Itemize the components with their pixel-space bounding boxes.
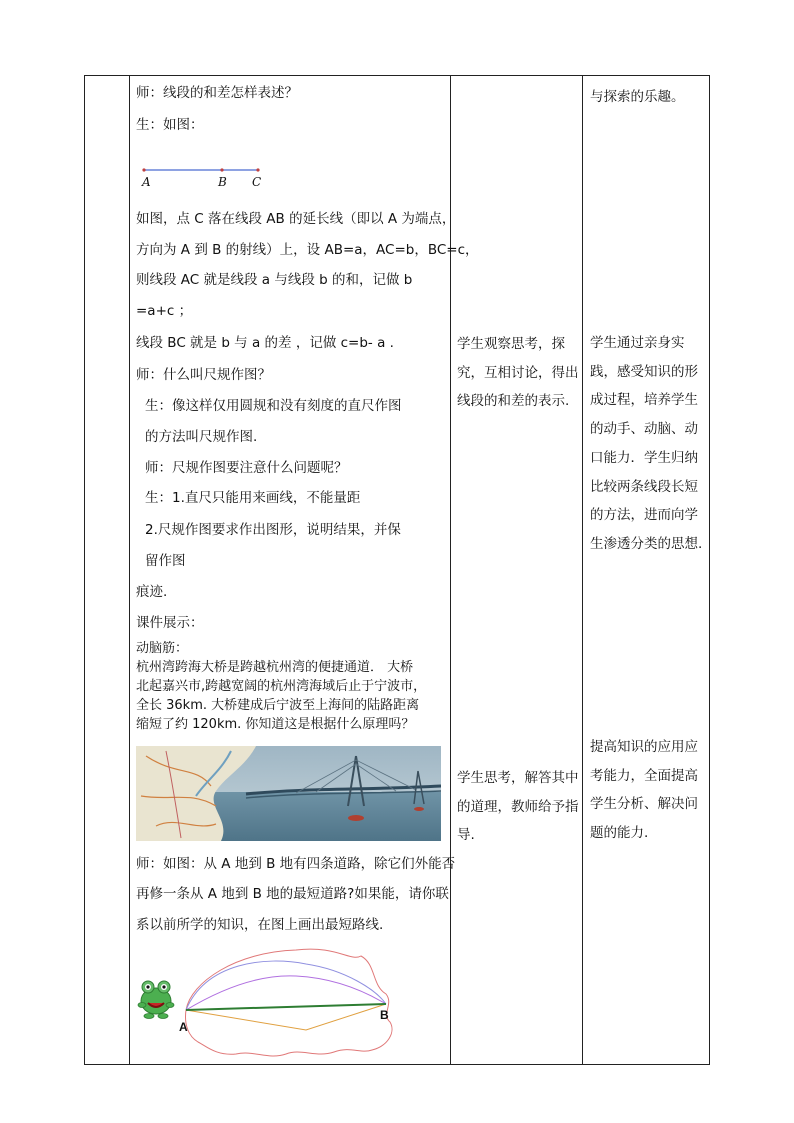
student-activity-1: 学生观察思考，探究，互相讨论，得出线段的和差的表示. [457, 336, 579, 409]
point-c-label: C [252, 175, 262, 189]
roads-a-to-b-figure [176, 942, 406, 1060]
table-top-border [84, 75, 710, 76]
student-activity-2: 学生思考，解答其中的道理，教师给予指导. [457, 770, 579, 843]
para-line-4: =a+c ； [136, 303, 193, 319]
brain-teaser-title: 动脑筋： [136, 641, 189, 656]
student-answer-2-line-1: 生：像这样仅用圆规和没有刻度的直尺作图 [145, 398, 402, 414]
segment-bc-difference: 线段 BC 就是 b 与 a 的差 ，记做 c=b- a . [136, 335, 394, 351]
para-line-1: 如图，点 C 落在线段 AB 的延长线（即以 A 为端点， [136, 211, 456, 227]
student-answer-1: 生：如图： [136, 117, 204, 133]
table-bottom-border [84, 1064, 710, 1065]
point-b-label: B [218, 175, 227, 189]
student-answer-3-line-4: 痕迹. [136, 584, 168, 600]
intent-2: 提高知识的应用应考能力，全面提高学生分析、解决问题的能力. [590, 739, 698, 842]
teacher-question-3: 师：尺规作图要注意什么问题呢？ [145, 460, 348, 476]
point-a-road-label: A [179, 1020, 188, 1034]
brain-teaser-line-3: 全长 36km. 大桥建成后宁波至上海间的陆路距离 [136, 698, 420, 713]
segment-abc-figure [140, 162, 270, 194]
point-a-label: A [142, 175, 151, 189]
hangzhou-bay-bridge-image [136, 746, 441, 841]
teacher-question-2: 师：什么叫尺规作图？ [136, 367, 271, 383]
brain-teaser-line-1: 杭州湾跨海大桥是跨越杭州湾的便捷通道． 大桥 [136, 660, 414, 675]
student-answer-3-line-3: 留作图 [145, 553, 186, 569]
courseware-label: 课件展示： [136, 615, 204, 631]
student-answer-3-line-2: 2.尺规作图要求作出图形，说明结果，并保 [145, 522, 401, 538]
col-divider-4 [582, 75, 583, 1065]
brain-teaser-line-4: 缩短了约 120km. 你知道这是根据什么原理吗？ [136, 717, 415, 732]
student-answer-3-line-1: 生：1.直尺只能用来画线，不能量距 [145, 490, 361, 506]
teacher-question-1: 师：线段的和差怎样表述？ [136, 85, 298, 101]
brain-teaser-line-2: 北起嘉兴市,跨越宽阔的杭州湾海域后止于宁波市， [136, 679, 427, 694]
col-divider-2 [129, 75, 130, 1065]
teacher-question-4-line-2: 再修一条从 A 地到 B 地的最短道路?如果能，请你联 [136, 886, 449, 902]
teacher-question-4-line-3: 系以前所学的知识，在图上画出最短路线. [136, 917, 384, 933]
col-divider-1 [84, 75, 85, 1065]
intent-top: 与探索的乐趣。 [590, 89, 685, 105]
teacher-question-4-line-1: 师：如图：从 A 地到 B 地有四条道路，除它们外能否 [136, 856, 456, 872]
intent-1: 学生通过亲身实践，感受知识的形成过程，培养学生的动手、动脑、动口能力．学生归纳比较两条线段长短的方法，进而向学生渗透分类的思想. [590, 335, 703, 552]
para-line-2: 方向为 A 到 B 的射线）上，设 AB=a，AC=b，BC=c， [136, 242, 479, 258]
point-b-road-label: B [380, 1008, 389, 1022]
col-divider-5 [709, 75, 710, 1065]
student-answer-2-line-2: 的方法叫尺规作图. [145, 429, 258, 445]
frog-mascot-icon [134, 975, 178, 1021]
para-line-3: 则线段 AC 就是线段 a 与线段 b 的和，记做 b [136, 272, 413, 288]
